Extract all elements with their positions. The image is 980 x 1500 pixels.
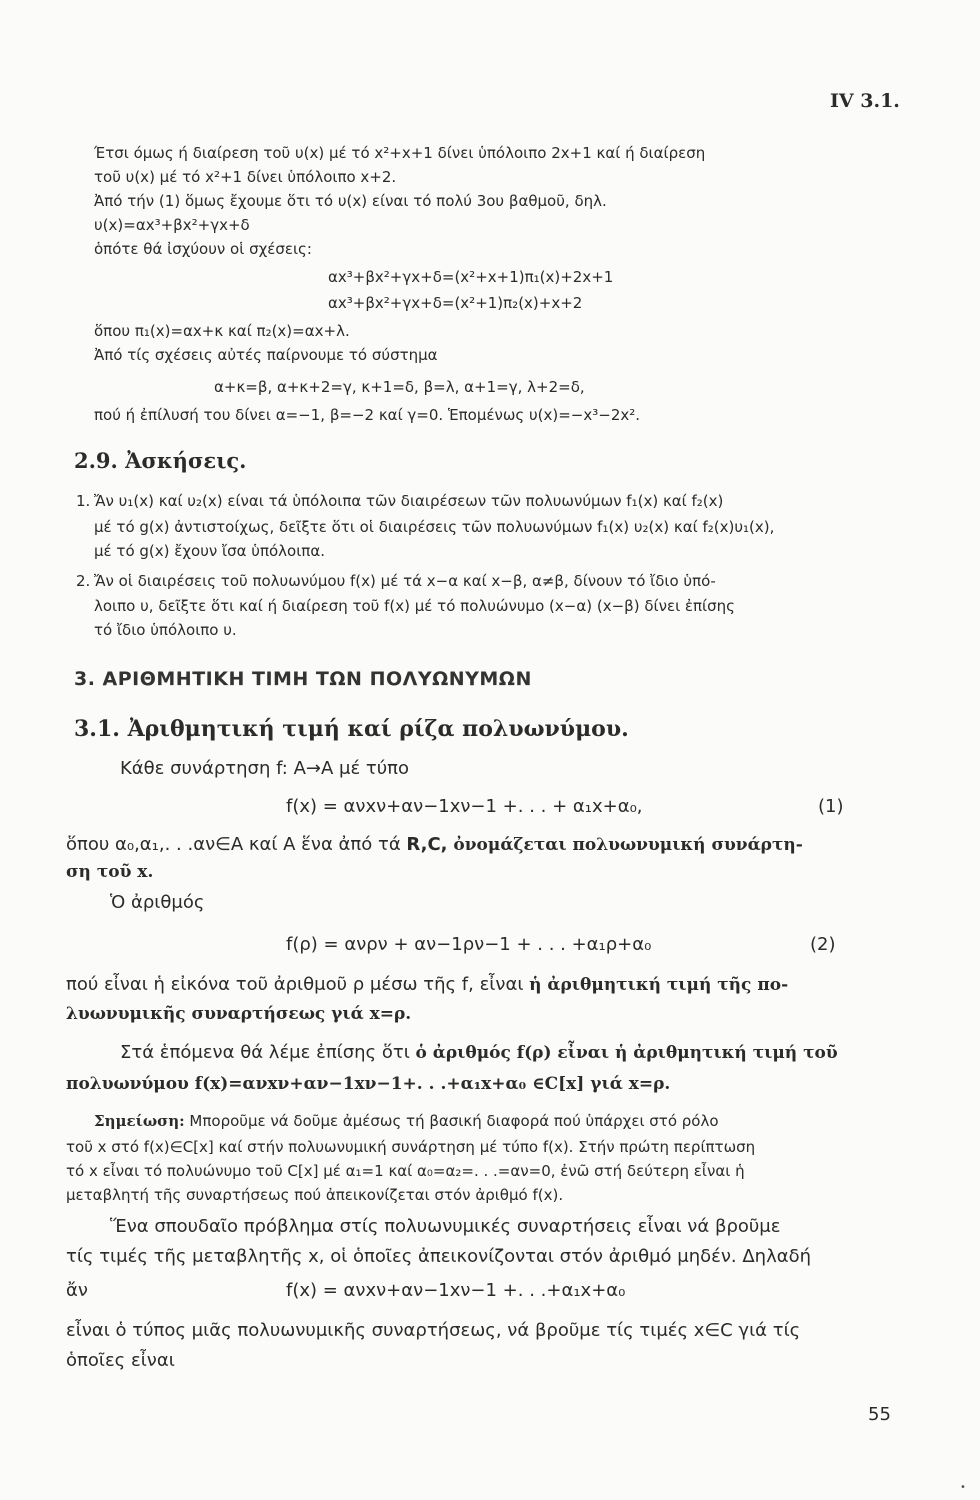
- formula-2-label: (2): [810, 934, 836, 955]
- intro-line: τοῦ υ(x) μέ τό x²+1 δίνει ὑπόλοιπο x+2.: [94, 168, 397, 186]
- exercise-line: λοιπο υ, δεῖξτε ὅτι καί ή διαίρεση τοῦ f(x) μέ τό πολυώνυμο (x−α) (x−β) δίνει ἐπίσης: [94, 597, 735, 615]
- value-term: ἡ ἀριθμητική τιμή τῆς πο-: [529, 975, 789, 995]
- page-number: 55: [868, 1404, 891, 1425]
- definition-text: ὅπου α₀,α₁,. . .αν∈A καί A ἕνα ἀπό τά: [66, 834, 407, 855]
- value-term-end: λυωνυμικῆς συναρτήσεως γιά x=ρ.: [66, 1004, 412, 1024]
- section-heading: 3.1. Ἀριθμητική τιμή καί ρίζα πολυωνύμου.: [74, 716, 629, 742]
- note-text: Μποροῦμε νά δοῦμε ἀμέσως τή βασική διαφορά πού ὑπάρχει στό ρόλο: [184, 1112, 719, 1130]
- definition-intro: Κάθε συνάρτηση f: A→A μέ τύπο: [120, 758, 410, 779]
- exercise-line: Ἄν υ₁(x) καί υ₂(x) είναι τά ὑπόλοιπα τῶν διαιρέσεων τῶν πολυωνύμων f₁(x) καί f₂(x): [94, 492, 724, 510]
- problem-line: εἶναι ὁ τύπος μιᾶς πολυωνυμικῆς συναρτήσεως, νά βροῦμε τίς τιμές x∈C γιά τίς: [66, 1320, 801, 1341]
- problem-line: Ἕνα σπουδαῖο πρόβλημα στίς πολυωνυμικές συναρτήσεις εἶναι νά βροῦμε: [110, 1216, 781, 1237]
- chapter-heading: 3. ΑΡΙΘΜΗΤΙΚΗ ΤΙΜΗ ΤΩΝ ΠΟΛΥΩΝΥΜΩΝ: [74, 668, 532, 690]
- section-reference: IV 3.1.: [830, 90, 900, 112]
- number-sets: R,C,: [406, 834, 448, 855]
- exercise-number: 2.: [76, 572, 91, 590]
- number-intro: Ὁ ἀριθμός: [110, 892, 205, 913]
- following-term-end: πολυωνύμου f(x)=ανxν+αν−1xν−1+. . .+α₁x+α₀ ∈C[x] γιά x=ρ.: [66, 1074, 671, 1094]
- exercise-line: τό ἴδιο ὑπόλοιπο υ.: [94, 621, 237, 639]
- problem-formula: f(x) = ανxν+αν−1xν−1 +. . .+α₁x+α₀: [286, 1280, 626, 1301]
- equation: αx³+βx²+γx+δ=(x²+1)π₂(x)+x+2: [328, 294, 583, 312]
- following-term: ὁ ἀριθμός f(ρ) εἶναι ἡ ἀριθμητική τιμή τοῦ: [415, 1043, 838, 1063]
- problem-an: ἄν: [66, 1280, 88, 1301]
- formula-2: f(ρ) = ανρν + αν−1ρν−1 + . . . +α₁ρ+α₀: [286, 934, 652, 955]
- formula-1-label: (1): [818, 796, 844, 817]
- system-equations: α+κ=β, α+κ+2=γ, κ+1=δ, β=λ, α+1=γ, λ+2=δ,: [214, 378, 585, 396]
- intro-line: Ἀπό τήν (1) ὅμως ἔχουμε ὅτι τό υ(x) είναι τό πολύ 3ου βαθμοῦ, δηλ.: [94, 192, 607, 210]
- intro-line: υ(x)=αx³+βx²+γx+δ: [94, 216, 250, 234]
- system-intro: Ἀπό τίς σχέσεις αὐτές παίρνουμε τό σύστημα: [94, 346, 438, 364]
- intro-line: ὁπότε θά ἰσχύουν οἱ σχέσεις:: [94, 240, 312, 258]
- definition-term-end: ση τοῦ x.: [66, 862, 154, 882]
- exercises-heading: 2.9. Ἀσκήσεις.: [74, 448, 247, 473]
- exercise-line: Ἄν οἱ διαιρέσεις τοῦ πολυωνύμου f(x) μέ τά x−α καί x−β, α≠β, δίνουν τό ἴδιο ὑπό-: [94, 572, 716, 590]
- exercise-number: 1.: [76, 492, 91, 510]
- note-label: Σημείωση:: [94, 1112, 185, 1130]
- note-line: μεταβλητή τῆς συναρτήσεως πού ἀπεικονίζεται στόν ἀριθμό f(x).: [66, 1186, 564, 1204]
- intro-line: Έτσι όμως ή διαίρεση τοῦ υ(x) μέ τό x²+x+1 δίνει ὑπόλοιπο 2x+1 καί ή διαίρεση: [94, 144, 706, 162]
- exercise-line: μέ τό g(x) ἀντιστοίχως, δεῖξτε ὅτι οἱ διαιρέσεις τῶν πολυωνύμων f₁(x) υ₂(x) καί f₂(x)υ₁(x),: [94, 518, 775, 536]
- following-line: [120, 1042, 838, 1063]
- scan-mark: •: [960, 1482, 966, 1493]
- formula-1: f(x) = ανxν+αν−1xν−1 +. . . + α₁x+α₀,: [286, 796, 643, 817]
- solution-line: πού ή ἐπίλυσή του δίνει α=−1, β=−2 καί γ=0. Ἑπομένως υ(x)=−x³−2x².: [94, 406, 641, 424]
- note-line: τοῦ x στό f(x)∈C[x] καί στήν πολυωνυμική συνάρτηση μέ τύπο f(x). Στήν πρώτη περίπτωση: [66, 1138, 756, 1156]
- problem-line: τίς τιμές τῆς μεταβλητῆς x, οἱ ὁποῖες ἀπεικονίζονται στόν ἀριθμό μηδέν. Δηλαδή: [66, 1246, 812, 1267]
- problem-line: ὁποῖες εἶναι: [66, 1350, 175, 1371]
- following-text: Στά ἑπόμενα θά λέμε ἐπίσης ὅτι: [120, 1042, 416, 1063]
- value-text: πού εἶναι ἡ εἰκόνα τοῦ ἀριθμοῦ ρ μέσω τῆς f, εἶναι: [66, 974, 530, 995]
- equation: αx³+βx²+γx+δ=(x²+x+1)π₁(x)+2x+1: [328, 268, 614, 286]
- definition-term: ὀνομάζεται πολυωνυμική συνάρτη-: [447, 835, 803, 855]
- note-line: [94, 1112, 719, 1130]
- value-line: [66, 974, 788, 995]
- pi-definition: ὅπου π₁(x)=αx+κ καί π₂(x)=αx+λ.: [94, 322, 350, 340]
- definition-line: [66, 834, 803, 855]
- exercise-line: μέ τό g(x) ἔχουν ἴσα ὑπόλοιπα.: [94, 542, 325, 560]
- note-line: τό x εἶναι τό πολυώνυμο τοῦ C[x] μέ α₁=1 καί α₀=α₂=. . .=αν=0, ἐνῶ στή δεύτερη εἶναι ἡ: [66, 1162, 745, 1180]
